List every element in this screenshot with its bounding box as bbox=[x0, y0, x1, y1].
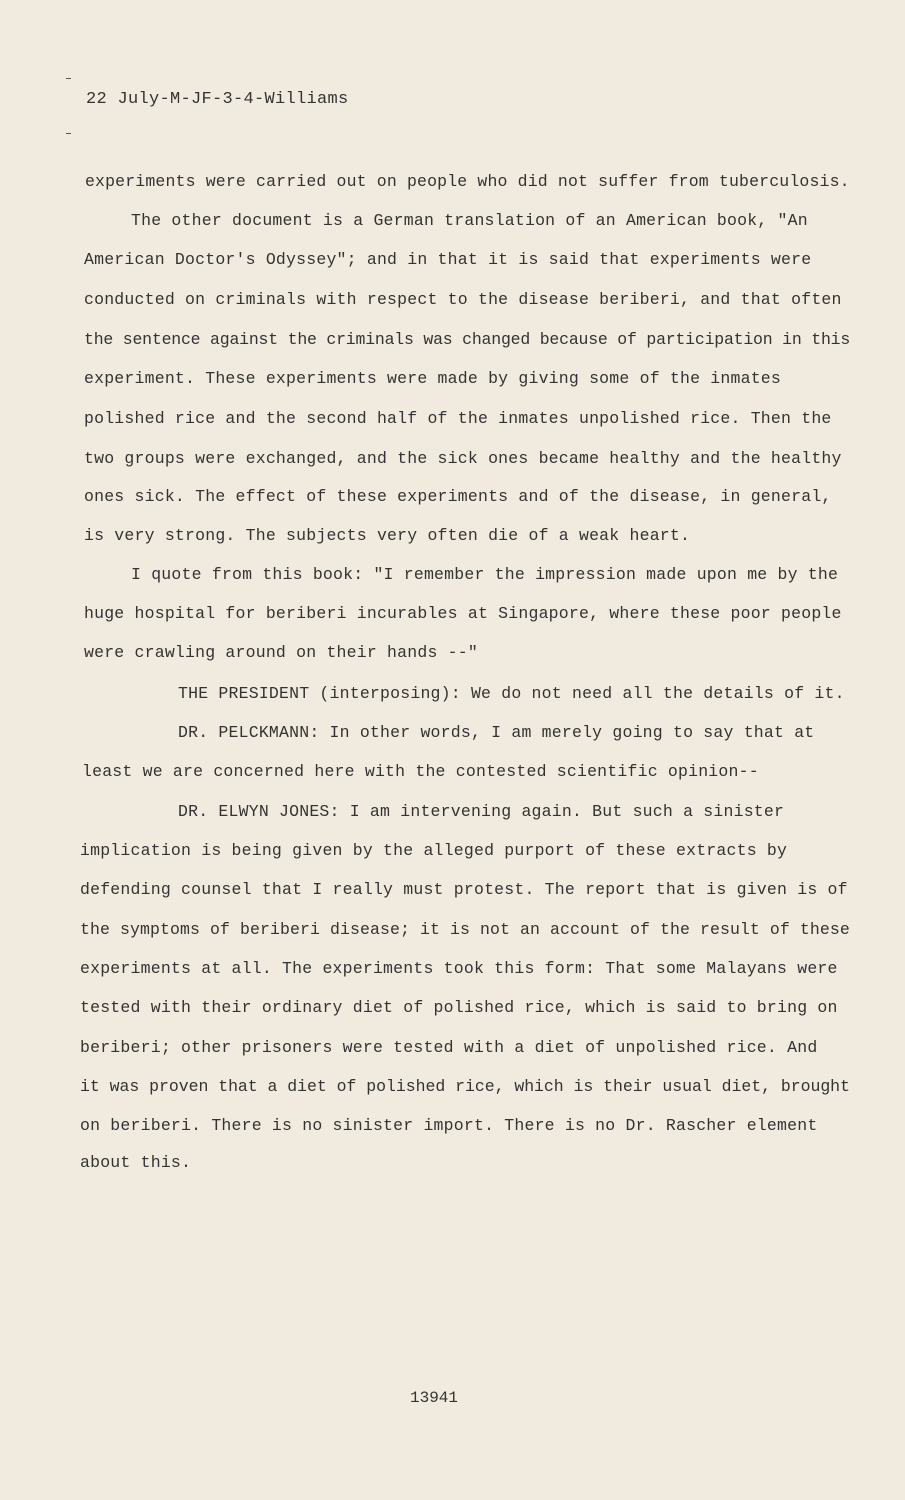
text-line: were crawling around on their hands --" bbox=[84, 643, 478, 662]
text-line: it was proven that a diet of polished rice, which is their usual diet, brought bbox=[80, 1077, 850, 1096]
text-line: The other document is a German translation of an American book, "An bbox=[131, 211, 808, 230]
text-line: ones sick. The effect of these experiments and of the disease, in general, bbox=[84, 487, 832, 506]
document-header: 22 July-M-JF-3-4-Williams bbox=[86, 90, 349, 109]
text-line: on beriberi. There is no sinister import. There is no Dr. Rascher element bbox=[80, 1116, 818, 1135]
text-line: about this. bbox=[80, 1153, 192, 1172]
text-line: implication is being given by the alleged purport of these extracts by bbox=[80, 841, 788, 860]
text-line: the symptoms of beriberi disease; it is not an account of the result of these bbox=[80, 920, 850, 939]
text-line: conducted on criminals with respect to the disease beriberi, and that often bbox=[84, 290, 842, 309]
text-line: polished rice and the second half of the inmates unpolished rice. Then the bbox=[84, 409, 832, 428]
text-line: experiments at all. The experiments took this form: That some Malayans were bbox=[80, 959, 838, 978]
page-number: 13941 bbox=[410, 1389, 459, 1407]
speaker-line: DR. ELWYN JONES: I am intervening again. But such a sinister bbox=[178, 802, 785, 821]
text-line: is very strong. The subjects very often die of a weak heart. bbox=[84, 526, 691, 545]
text-line: experiments were carried out on people who did not suffer from tuberculosis. bbox=[85, 172, 850, 191]
margin-mark bbox=[66, 78, 71, 79]
text-line: huge hospital for beriberi incurables at Singapore, where these poor people bbox=[84, 604, 842, 623]
margin-mark bbox=[66, 133, 71, 134]
text-line: two groups were exchanged, and the sick ones became healthy and the healthy bbox=[84, 449, 842, 468]
speaker-line: DR. PELCKMANN: In other words, I am merely going to say that at bbox=[178, 723, 815, 742]
text-line: least we are concerned here with the contested scientific opinion-- bbox=[82, 762, 759, 781]
text-line: I quote from this book: "I remember the impression made upon me by the bbox=[131, 565, 839, 584]
text-line: American Doctor's Odyssey"; and in that it is said that experiments were bbox=[84, 250, 812, 269]
text-line: beriberi; other prisoners were tested with a diet of unpolished rice. And bbox=[80, 1038, 818, 1057]
text-line: defending counsel that I really must protest. The report that is given is of bbox=[80, 880, 848, 899]
text-line: experiment. These experiments were made by giving some of the inmates bbox=[84, 369, 782, 388]
text-line: the sentence against the criminals was changed because of participation in this bbox=[84, 330, 851, 349]
text-line: tested with their ordinary diet of polished rice, which is said to bring on bbox=[80, 998, 838, 1017]
speaker-line: THE PRESIDENT (interposing): We do not need all the details of it. bbox=[178, 684, 845, 703]
